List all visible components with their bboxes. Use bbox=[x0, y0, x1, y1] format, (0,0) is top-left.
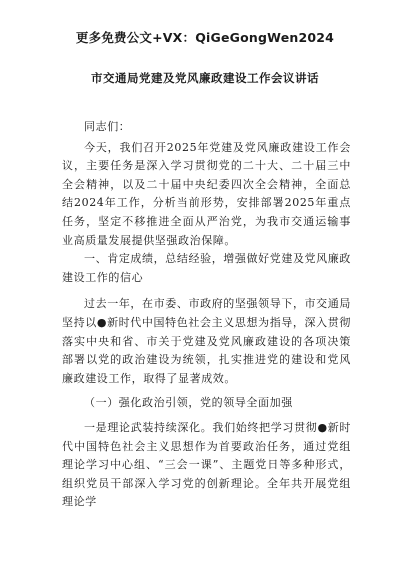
section-heading-1: 一、肯定成绩，总结经验，增强做好党建及党风廉政建设工作的信心 bbox=[62, 252, 351, 284]
watermark-text: 更多免费公文+VX：QiGeGongWen2024 bbox=[75, 30, 335, 45]
document-body bbox=[62, 118, 351, 512]
paragraph-intro: 今天，我们召开2025年党建及党风廉政建设工作会议，主要任务是深入学习贯彻党的二十大、二十届三中全会精神，以及二十届中央纪委四次全会精神，全面总结2024年工作，分析当前形势，安排部署2025年重点任务，坚定不移推进全面从严治党，为我市交通运输事业高质量发展提供坚强政治保障。 bbox=[62, 140, 351, 247]
paragraph-theory: 一是理论武装持续深化。我们始终把学习贯彻●新时代中国特色社会主义思想作为首要政治任务，通过党组理论学习中心组、“三会一课”、主题党日等多种形式，组织党员干部深入学习党的创新理论。全年共开展党组理论学 bbox=[62, 420, 351, 509]
document-title: 市交通局党建及党风廉政建设工作会议讲话 bbox=[91, 71, 319, 85]
paragraph-review: 过去一年，在市委、市政府的坚强领导下，市交通局坚持以●新时代中国特色社会主义思想为指导，深入贯彻落实中央和省、市关于党建及党风廉政建设的各项决策部署以党的政治建设为统领，扎实推进党的建设和党风廉政建设工作，取得了显著成效。 bbox=[62, 297, 351, 385]
subsection-heading-1: （一）强化政治引领，党的领导全面加强 bbox=[84, 396, 293, 410]
salutation: 同志们： bbox=[84, 120, 131, 133]
